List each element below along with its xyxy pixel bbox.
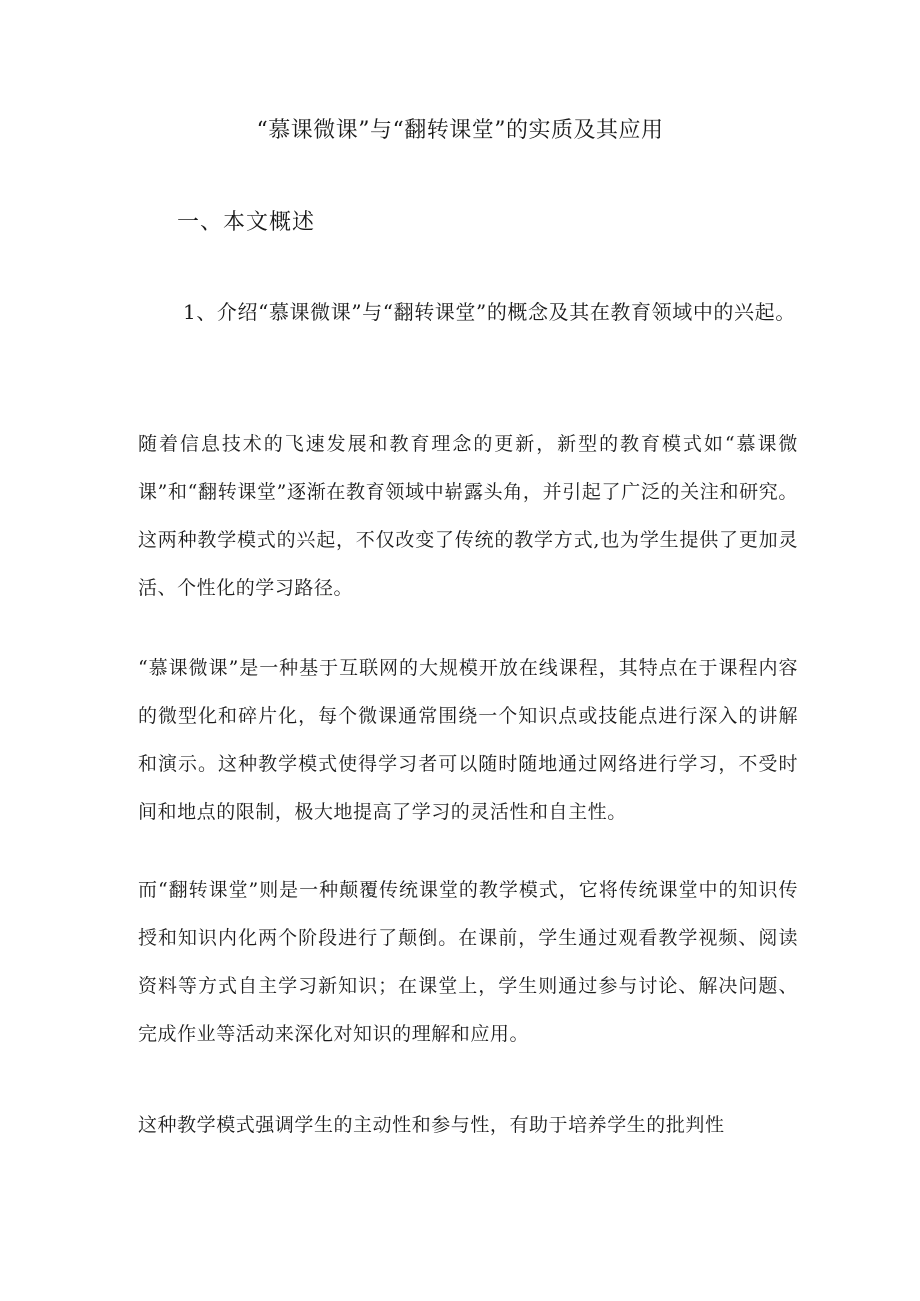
paragraph-2: “慕课微课”是一种基于互联网的大规模开放在线课程，其特点在于课程内容的微型化和碎片化，每个微课通常围绕一个知识点或技能点进行深入的讲解和演示。这种教学模式使得学习者可以随时随地通过网络进行学习，不受时间和地点的限制，极大地提高了学习的灵活性和自主性。 bbox=[138, 657, 798, 823]
subheading: 1、介绍“慕课微课”与“翻转课堂”的概念及其在教育领域中的兴起。 bbox=[183, 300, 796, 324]
paragraph-4: 这种教学模式强调学生的主动性和参与性，有助于培养学生的批判性 bbox=[138, 1114, 725, 1136]
section-heading: 一、本文概述 bbox=[177, 210, 316, 235]
document-title: “慕课微课”与“翻转课堂”的实质及其应用 bbox=[256, 118, 664, 143]
paragraph-1: 随着信息技术的飞速发展和教育理念的更新，新型的教育模式如“慕课微课”和“翻转课堂”逐渐在教育领域中崭露头角，并引起了广泛的关注和研究。这两种教学模式的兴起，不仅改变了传统的教学方式,也为学生提供了更加灵活、个性化的学习路径。 bbox=[138, 433, 798, 599]
paragraph-3: 而“翻转课堂”则是一种颠覆传统课堂的教学模式，它将传统课堂中的知识传授和知识内化两个阶段进行了颠倒。在课前，学生通过观看教学视频、阅读资料等方式自主学习新知识；在课堂上，学生则通过参与讨论、解决问题、完成作业等活动来深化对知识的理解和应用。 bbox=[138, 879, 798, 1045]
